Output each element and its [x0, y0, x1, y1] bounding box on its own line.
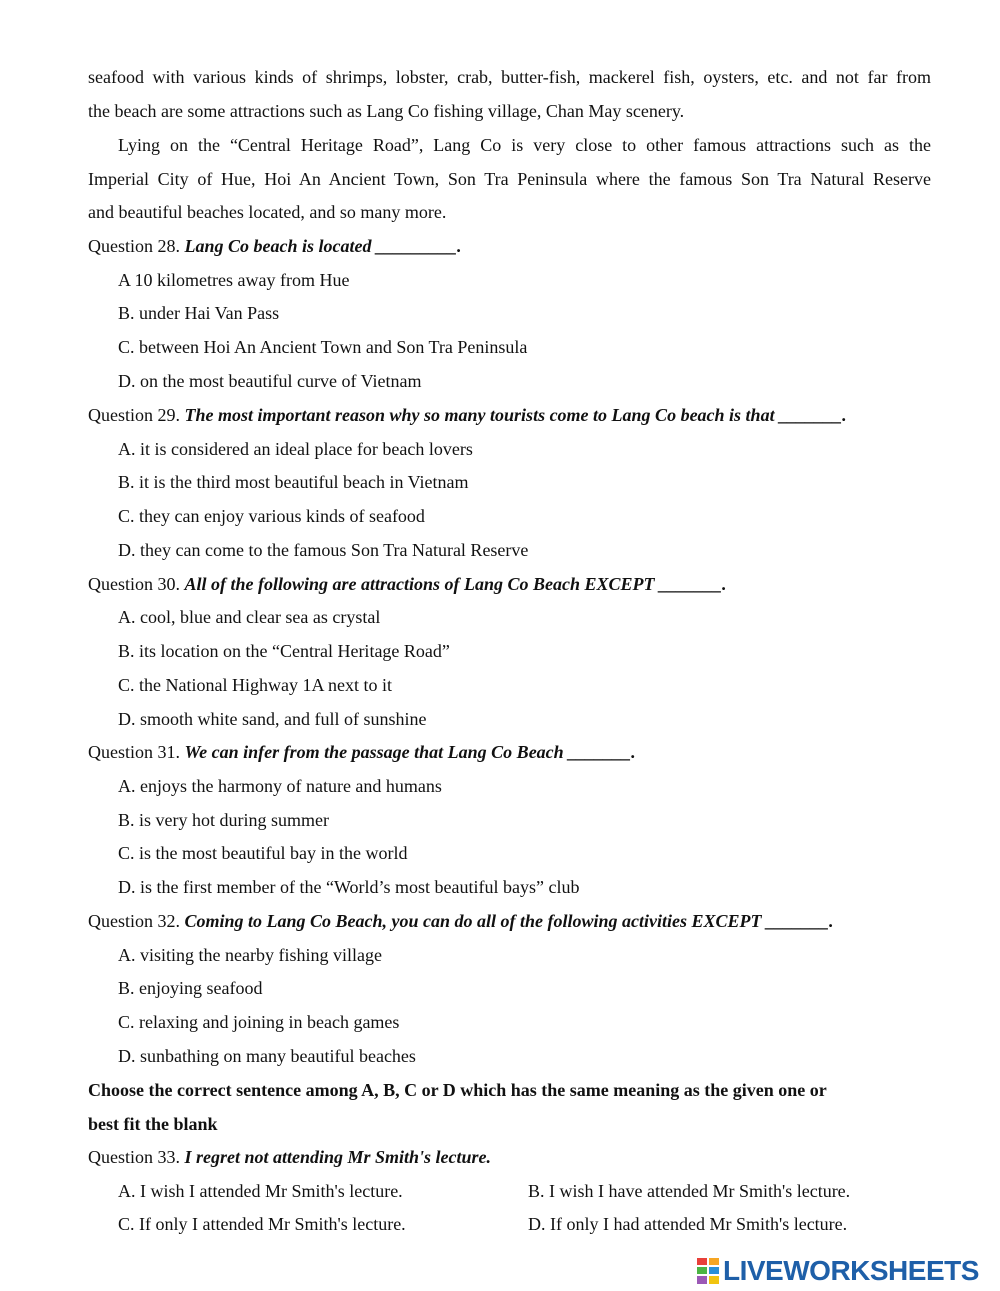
q28-option-b[interactable]: B. under Hai Van Pass: [118, 303, 280, 323]
question-number: Question 31.: [88, 742, 180, 762]
question-32: [88, 910, 834, 932]
passage-p2-line2: Imperial City of Hue, Hoi An Ancient Town, Son Tra Peninsula where the famous Son Tra Natural Reserve: [88, 169, 931, 189]
question-number: Question 29.: [88, 405, 180, 425]
passage-p1-line2: the beach are some attractions such as Lang Co fishing village, Chan May scenery.: [88, 101, 685, 121]
passage-p2-line3: and beautiful beaches located, and so many more.: [88, 202, 447, 222]
logo-tile: [696, 1266, 708, 1275]
question-stem: Lang Co beach is located _________.: [184, 236, 462, 256]
q29-option-b[interactable]: B. it is the third most beautiful beach in Vietnam: [118, 472, 469, 492]
q29-option-c[interactable]: C. they can enjoy various kinds of seafood: [118, 506, 425, 526]
question-29: [88, 404, 847, 426]
q32-option-b[interactable]: B. enjoying seafood: [118, 978, 263, 998]
liveworksheets-logo-icon: [696, 1257, 720, 1285]
question-stem: The most important reason why so many tourists come to Lang Co beach is that _______.: [184, 405, 847, 425]
question-31: [88, 741, 636, 763]
logo-tile: [708, 1257, 720, 1266]
question-stem: All of the following are attractions of Lang Co Beach EXCEPT _______.: [184, 574, 727, 594]
q33-option-a[interactable]: A. I wish I attended Mr Smith's lecture.: [118, 1181, 403, 1201]
question-number: Question 28.: [88, 236, 180, 256]
section-instruction-line1: Choose the correct sentence among A, B, C or D which has the same meaning as the given one or: [88, 1080, 827, 1100]
question-33: [88, 1146, 491, 1168]
q33-option-b[interactable]: B. I wish I have attended Mr Smith's lecture.: [528, 1181, 851, 1201]
q29-option-d[interactable]: D. they can come to the famous Son Tra Natural Reserve: [118, 540, 529, 560]
question-stem: Coming to Lang Co Beach, you can do all of the following activities EXCEPT _______.: [184, 911, 834, 931]
q31-option-a[interactable]: A. enjoys the harmony of nature and humans: [118, 776, 442, 796]
q30-option-d[interactable]: D. smooth white sand, and full of sunshine: [118, 709, 427, 729]
passage-p1-line1: seafood with various kinds of shrimps, lobster, crab, butter-fish, mackerel fish, oysters, etc. and not far from: [88, 67, 931, 87]
liveworksheets-logo: [696, 1256, 979, 1286]
question-30: [88, 573, 727, 595]
question-stem: We can infer from the passage that Lang Co Beach _______.: [184, 742, 636, 762]
q28-option-d[interactable]: D. on the most beautiful curve of Vietnam: [118, 371, 422, 391]
question-number: Question 32.: [88, 911, 180, 931]
section-instruction-line2: best fit the blank: [88, 1114, 218, 1134]
q32-option-c[interactable]: C. relaxing and joining in beach games: [118, 1012, 400, 1032]
q30-option-b[interactable]: B. its location on the “Central Heritage Road”: [118, 641, 450, 661]
question-stem: I regret not attending Mr Smith's lecture.: [184, 1147, 492, 1167]
logo-tile: [696, 1257, 708, 1266]
q30-option-a[interactable]: A. cool, blue and clear sea as crystal: [118, 607, 381, 627]
q29-option-a[interactable]: A. it is considered an ideal place for beach lovers: [118, 439, 473, 459]
question-number: Question 30.: [88, 574, 180, 594]
logo-tile: [696, 1275, 708, 1285]
logo-tile: [708, 1266, 720, 1275]
question-28: [88, 235, 462, 257]
logo-text: LIVEWORKSHEETS: [723, 1255, 979, 1286]
q31-option-c[interactable]: C. is the most beautiful bay in the world: [118, 843, 408, 863]
q30-option-c[interactable]: C. the National Highway 1A next to it: [118, 675, 392, 695]
question-number: Question 33.: [88, 1147, 180, 1167]
q28-option-a[interactable]: A 10 kilometres away from Hue: [118, 270, 350, 290]
q32-option-d[interactable]: D. sunbathing on many beautiful beaches: [118, 1046, 416, 1066]
passage-p2-line1: Lying on the “Central Heritage Road”, Lang Co is very close to other famous attractions such as the: [118, 135, 931, 155]
q32-option-a[interactable]: A. visiting the nearby fishing village: [118, 945, 382, 965]
q28-option-c[interactable]: C. between Hoi An Ancient Town and Son Tra Peninsula: [118, 337, 528, 357]
q33-option-c[interactable]: C. If only I attended Mr Smith's lecture.: [118, 1214, 406, 1234]
logo-tile: [708, 1275, 720, 1285]
q33-option-d[interactable]: D. If only I had attended Mr Smith's lecture.: [528, 1214, 848, 1234]
q31-option-b[interactable]: B. is very hot during summer: [118, 810, 329, 830]
q31-option-d[interactable]: D. is the first member of the “World’s most beautiful bays” club: [118, 877, 580, 897]
